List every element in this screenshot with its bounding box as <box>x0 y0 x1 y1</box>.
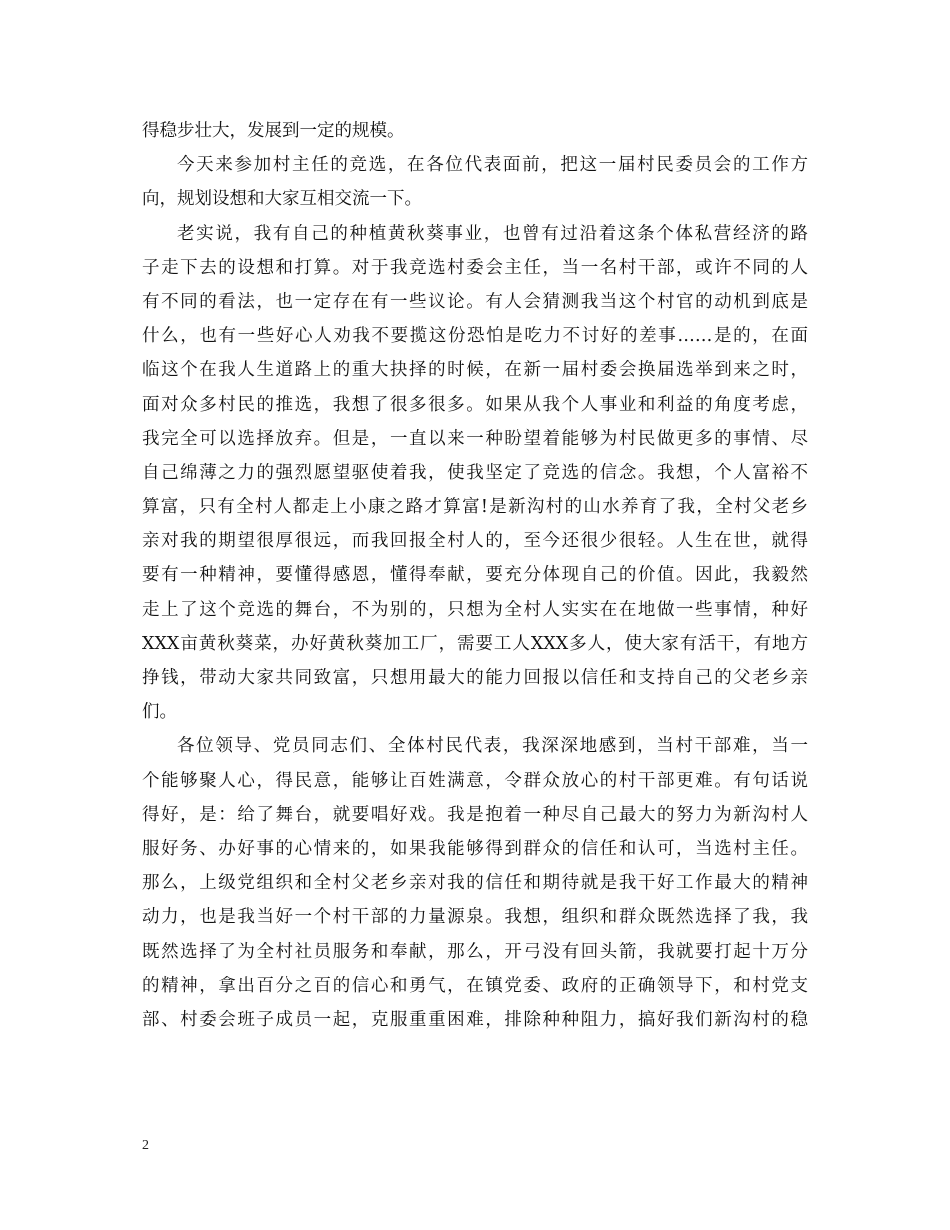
text-line: 有不同的看法，也一定存在有一些议论。有人会猜测我当这个村官的动机到底是 <box>142 291 808 312</box>
text-line: 子走下去的设想和打算。对于我竞选村委会主任，当一名村干部，或许不同的人 <box>142 257 808 278</box>
text-line: 挣钱，带动大家共同致富，只想用最大的能力回报以信任和支持自己的父老乡亲 <box>142 668 808 688</box>
text-line: 亲对我的期望很厚很远，而我回报全村人的，至今还很少很轻。人生在世，就得 <box>142 531 808 552</box>
text-line: 老实说，我有自己的种植黄秋葵事业，也曾有过沿着这条个体私营经济的路 <box>177 223 808 244</box>
text-line: 向，规划设想和大家互相交流一下。 <box>142 189 422 210</box>
text-line: 那么，上级党组织和全村父老乡亲对我的信任和期待就是我干好工作最大的精神 <box>142 873 808 894</box>
text-line: 得稳步壮大，发展到一定的规模。 <box>142 121 405 141</box>
text-line: 动力，也是我当好一个村干部的力量源泉。我想，组织和群众既然选择了我，我 <box>142 907 808 928</box>
text-line: 今天来参加村主任的竞选，在各位代表面前，把这一届村民委员会的工作方 <box>177 155 808 176</box>
text-line: XXX亩黄秋葵菜，办好黄秋葵加工厂，需要工人XXX多人，使大家有活干，有地方 <box>142 633 808 654</box>
text-line: 要有一种精神，要懂得感恩，懂得奉献，要充分体现自己的价值。因此，我毅然 <box>142 565 808 586</box>
text-line: 各位领导、党员同志们、全体村民代表，我深深地感到，当村干部难，当一 <box>177 736 808 757</box>
text-line: 既然选择了为全村社员服务和奉献，那么，开弓没有回头箭，我就要打起十万分 <box>142 941 808 962</box>
text-line: 个能够聚人心，得民意，能够让百姓满意，令群众放心的村干部更难。有句话说 <box>142 770 808 791</box>
text-line: 的精神，拿出百分之百的信心和勇气，在镇党委、政府的正确领导下，和村党支 <box>142 975 808 996</box>
text-line: 们。 <box>142 702 177 723</box>
text-line: 服好务、办好事的心情来的，如果我能够得到群众的信任和认可，当选村主任。 <box>142 838 808 859</box>
text-line: 走上了这个竞选的舞台，不为别的，只想为全村人实实在在地做一些事情，种好 <box>142 599 808 620</box>
text-line: 自己绵薄之力的强烈愿望驱使着我，使我坚定了竞选的信念。我想，个人富裕不 <box>142 462 808 483</box>
text-line: 面对众多村民的推选，我想了很多很多。如果从我个人事业和利益的角度考虑， <box>142 394 808 415</box>
document-body <box>142 114 808 1037</box>
text-line: 算富，只有全村人都走上小康之路才算富!是新沟村的山水养育了我，全村父老乡 <box>142 497 808 518</box>
text-line: 我完全可以选择放弃。但是，一直以来一种盼望着能够为村民做更多的事情、尽 <box>142 428 808 449</box>
text-line: 临这个在我人生道路上的重大抉择的时候，在新一届村委会换届选举到来之时， <box>142 360 808 381</box>
page-number: 2 <box>142 1138 149 1153</box>
text-line: 部、村委会班子成员一起，克服重重困难，排除种种阻力，搞好我们新沟村的稳 <box>142 1009 808 1030</box>
text-line: 什么，也有一些好心人劝我不要揽这份恐怕是吃力不讨好的差事……是的，在面 <box>142 326 808 347</box>
text-line: 得好，是：给了舞台，就要唱好戏。我是抱着一种尽自己最大的努力为新沟村人 <box>142 804 808 825</box>
